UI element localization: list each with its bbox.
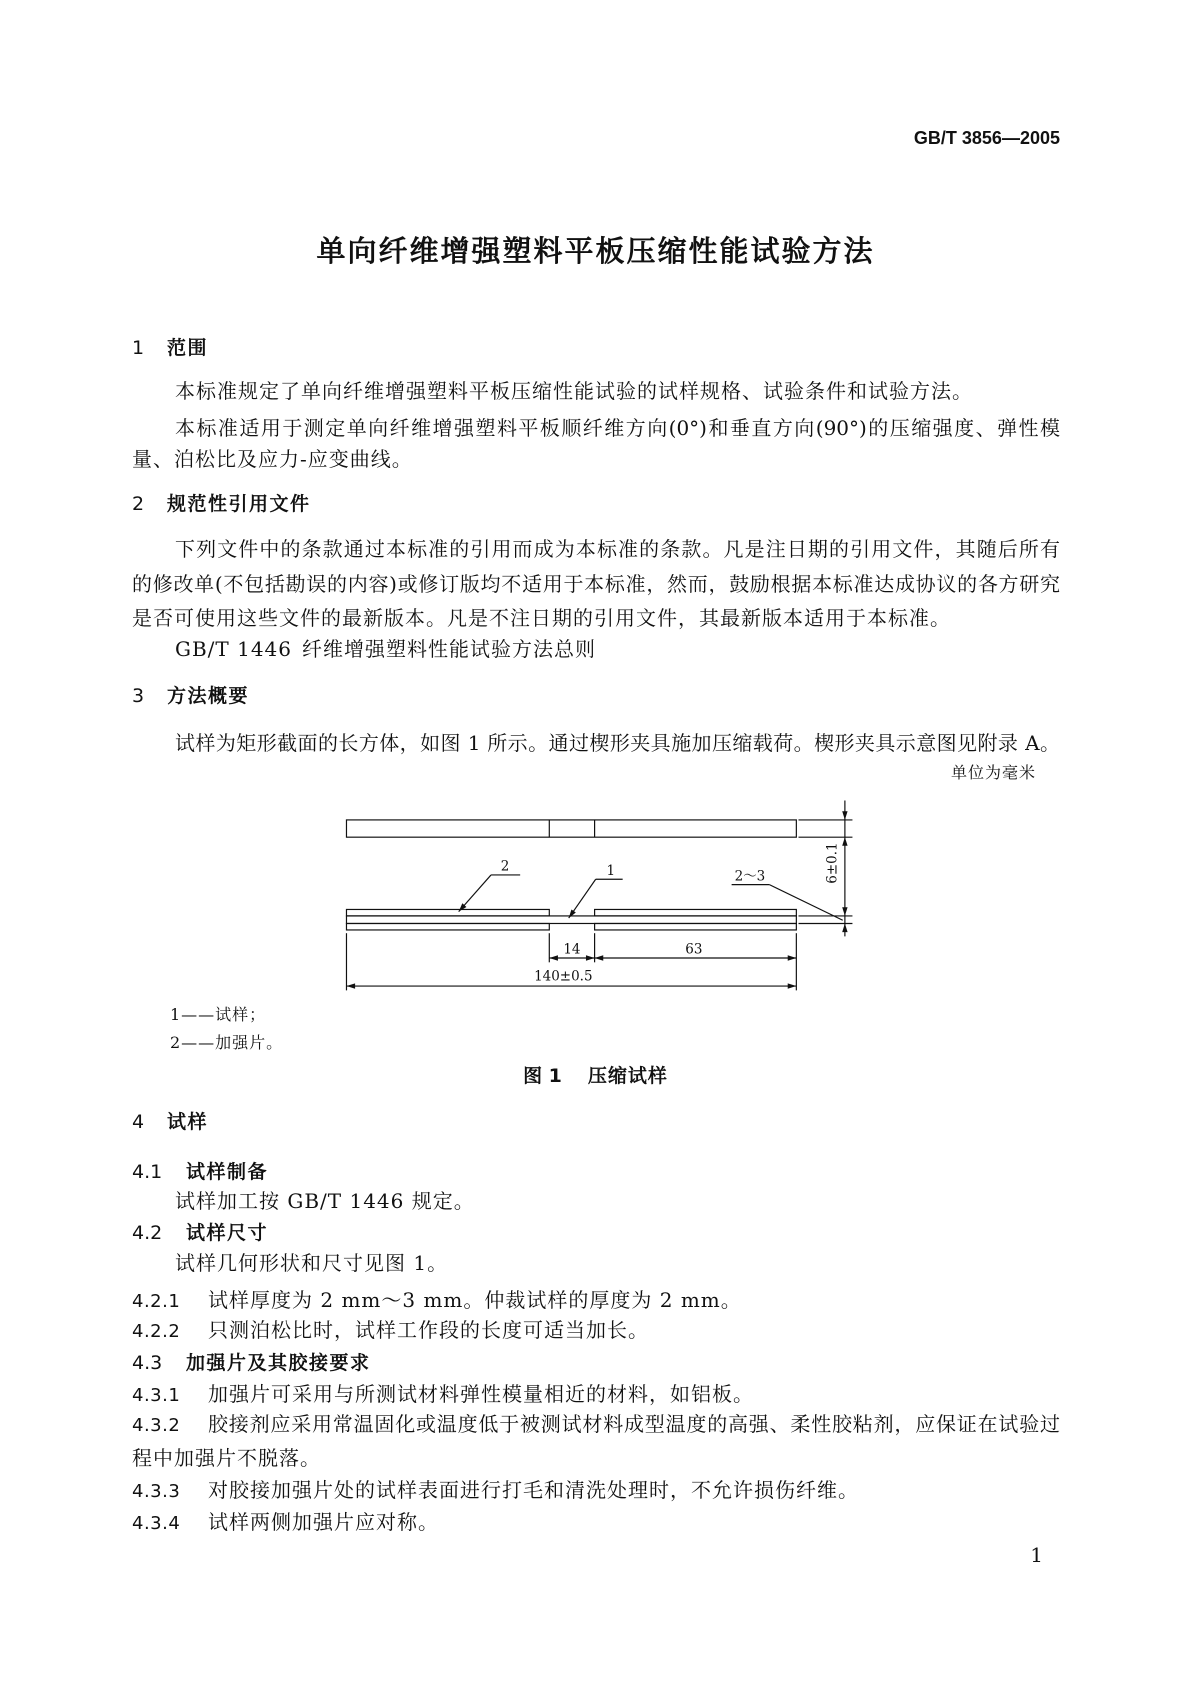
clause <box>132 1382 754 1408</box>
figure-caption <box>0 1064 1191 1088</box>
arrowhead <box>788 955 797 960</box>
figure-1-drawing <box>300 780 900 999</box>
section-heading-method-summary <box>132 684 249 708</box>
leader-label-tab: 2 <box>500 858 510 875</box>
arrowhead <box>569 909 576 918</box>
figure-caption-number: 图 1 <box>523 1065 562 1087</box>
section-title: 规范性引用文件 <box>167 493 311 515</box>
arrowhead <box>842 837 847 846</box>
clause-number: 4.3.2 <box>132 1415 181 1436</box>
subsection-heading <box>132 1221 268 1245</box>
total-length-label: 140±0.5 <box>534 968 593 985</box>
paragraph-line: 量、泊松比及应力-应变曲线。 <box>132 447 413 471</box>
leader-label-specimen: 1 <box>606 862 616 879</box>
figure-unit-note: 单位为毫米 <box>950 763 1036 782</box>
clause-number: 4.2.2 <box>132 1321 181 1342</box>
tab-left-upper <box>346 909 549 915</box>
clause <box>132 1288 742 1314</box>
subsection-heading <box>132 1351 371 1375</box>
subsection-title: 试样尺寸 <box>186 1222 269 1244</box>
figure-legend-item: 2——加强片。 <box>170 1033 284 1052</box>
subsection-number: 4.1 <box>132 1161 163 1183</box>
section-number: 4 <box>132 1111 145 1133</box>
clause-text: 胶接剂应采用常温固化或温度低于被测试材料成型温度的高强、柔性胶粘剂，应保证在试验过 <box>208 1412 1060 1436</box>
specimen-plan-view <box>346 820 796 837</box>
arrowhead <box>842 811 847 820</box>
clause-text: 只测泊松比时，试样工作段的长度可适当加长。 <box>208 1318 649 1342</box>
leader-line <box>769 885 842 921</box>
subsection-title: 试样制备 <box>186 1161 269 1183</box>
section-title: 试样 <box>167 1111 209 1133</box>
subsection-heading <box>132 1160 268 1184</box>
clause <box>132 1510 439 1536</box>
reference-code: GB/T 1446 <box>175 637 293 661</box>
clause <box>132 1478 859 1504</box>
reference-title: 纤维增强塑料性能试验方法总则 <box>302 637 596 661</box>
paragraph-line: 的修改单(不包括勘误的内容)或修订版均不适用于本标准，然而，鼓励根据本标准达成协议的各方研究 <box>132 572 1060 596</box>
section-heading-normative-references <box>132 492 311 516</box>
arrowhead <box>586 955 595 960</box>
arrowhead <box>842 907 847 916</box>
paragraph-line: 本标准适用于测定单向纤维增强塑料平板顺纤维方向(0°)和垂直方向(90°)的压缩强度、弹性模 <box>175 416 1060 440</box>
figure-caption-title: 压缩试样 <box>587 1065 668 1087</box>
tab-length-label: 63 <box>685 941 703 958</box>
paragraph-line: 试样几何形状和尺寸见图 1。 <box>175 1251 449 1275</box>
clause <box>132 1318 649 1344</box>
leader-label-thickness: 2～3 <box>734 868 766 885</box>
clause-continuation: 程中加强片不脱落。 <box>132 1446 321 1470</box>
tab-right-lower <box>595 923 797 929</box>
clause-text: 试样两侧加强片应对称。 <box>208 1510 439 1534</box>
paragraph-line: 下列文件中的条款通过本标准的引用而成为本标准的条款。凡是注日期的引用文件，其随后所有 <box>175 537 1060 561</box>
section-heading-scope <box>132 336 208 360</box>
document-title: 单向纤维增强塑料平板压缩性能试验方法 <box>316 234 875 268</box>
clause-number: 4.3.3 <box>132 1481 181 1502</box>
gauge-length-label: 14 <box>563 941 581 958</box>
arrowhead <box>549 955 558 960</box>
subsection-title: 加强片及其胶接要求 <box>186 1352 371 1374</box>
clause-number: 4.3.1 <box>132 1385 181 1406</box>
section-title: 范围 <box>167 337 209 359</box>
arrowhead <box>346 983 355 988</box>
normative-reference <box>175 637 596 661</box>
paragraph-line: 本标准规定了单向纤维增强塑料平板压缩性能试验的试样规格、试验条件和试验方法。 <box>175 379 973 403</box>
standard-code: GB/T 3856—2005 <box>913 128 1060 148</box>
paragraph-line: 是否可使用这些文件的最新版本。凡是不注日期的引用文件，其最新版本适用于本标准。 <box>132 606 951 630</box>
page-number: 1 <box>1030 1543 1044 1567</box>
section-number: 3 <box>132 685 145 707</box>
paragraph-line: 试样加工按 GB/T 1446 规定。 <box>175 1189 475 1213</box>
section-number: 2 <box>132 493 145 515</box>
section-heading-specimen <box>132 1110 208 1134</box>
arrowhead <box>595 955 604 960</box>
leader-tab <box>459 859 520 912</box>
section-title: 方法概要 <box>167 685 250 707</box>
section-number: 1 <box>132 337 145 359</box>
width-dimension-label: 6±0.1 <box>824 842 841 884</box>
arrowhead <box>842 923 847 932</box>
length-dimensions <box>346 933 796 990</box>
paragraph-line: 试样为矩形截面的长方体，如图 1 所示。通过楔形夹具施加压缩载荷。楔形夹具示意图见附录 A。 <box>175 731 1060 755</box>
figure-legend-item: 1——试样； <box>170 1005 267 1024</box>
tab-left-lower <box>346 923 549 929</box>
subsection-number: 4.3 <box>132 1352 163 1374</box>
clause <box>132 1412 1060 1438</box>
plan-view-outline <box>346 820 796 837</box>
clause-number: 4.2.1 <box>132 1291 181 1312</box>
arrowhead <box>788 983 797 988</box>
specimen-body <box>346 916 796 924</box>
subsection-number: 4.2 <box>132 1222 163 1244</box>
clause-text: 试样厚度为 2 mm～3 mm。仲裁试样的厚度为 2 mm。 <box>208 1288 742 1312</box>
clause-text: 对胶接加强片处的试样表面进行打毛和清洗处理时，不允许损伤纤维。 <box>208 1478 859 1502</box>
tab-right-upper <box>595 909 797 915</box>
clause-number: 4.3.4 <box>132 1513 181 1534</box>
clause-text: 加强片可采用与所测试材料弹性模量相近的材料，如铝板。 <box>208 1382 754 1406</box>
